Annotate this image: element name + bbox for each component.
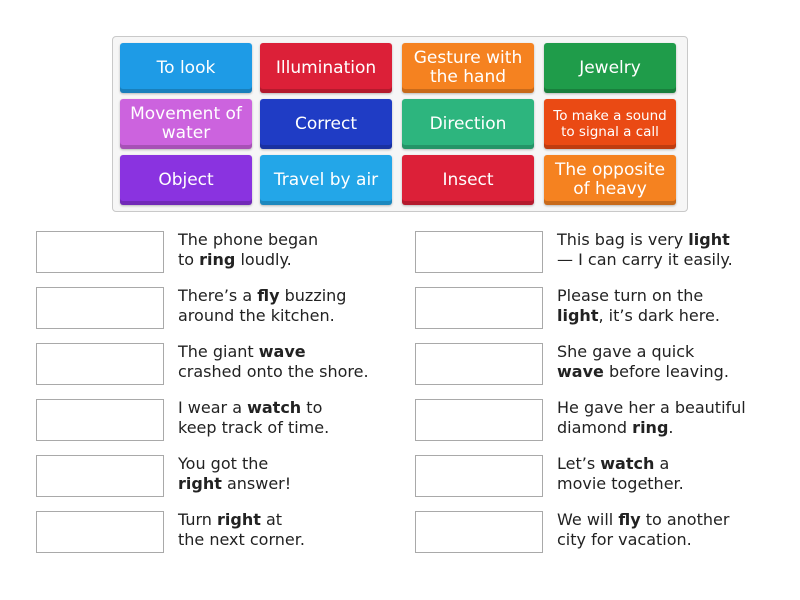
tile-label: Insect [442, 169, 494, 190]
answer-tile[interactable] [260, 155, 392, 205]
tile-label: To look [156, 57, 216, 78]
drop-slot[interactable] [415, 399, 543, 441]
answer-tile-panel [112, 36, 688, 212]
answer-tile[interactable] [544, 99, 676, 149]
sentence-text: He gave her a beautiful diamond ring. [557, 398, 746, 437]
answer-tile[interactable] [544, 155, 676, 205]
tile-label: Illumination [275, 57, 377, 78]
drop-slot[interactable] [415, 455, 543, 497]
sentence-text: Please turn on the light, it’s dark here. [557, 286, 720, 325]
tile-label: Travel by air [273, 169, 379, 190]
tile-label: Object [158, 169, 214, 190]
drop-slot[interactable] [36, 231, 164, 273]
answer-tile[interactable] [260, 99, 392, 149]
drop-slot[interactable] [415, 231, 543, 273]
tile-label: Correct [294, 113, 358, 134]
answer-tile[interactable] [402, 155, 534, 205]
tile-label: To make a sound to signal a call [553, 108, 667, 140]
tile-label: Jewelry [579, 57, 641, 78]
sentence-text: You got the right answer! [178, 454, 292, 493]
tile-label: Gesture with the hand [413, 48, 523, 87]
drop-slot[interactable] [36, 343, 164, 385]
drop-slot[interactable] [415, 511, 543, 553]
sentence-text: I wear a watch to keep track of time. [178, 398, 330, 437]
drop-slot[interactable] [36, 511, 164, 553]
drop-slot[interactable] [415, 343, 543, 385]
answer-tile[interactable] [120, 155, 252, 205]
sentence-text: Let’s watch a movie together. [557, 454, 684, 493]
drop-slot[interactable] [36, 399, 164, 441]
sentence-text: We will fly to another city for vacation. [557, 510, 730, 549]
sentence-text: She gave a quick wave before leaving. [557, 342, 729, 381]
drop-slot[interactable] [36, 455, 164, 497]
answer-tile[interactable] [120, 43, 252, 93]
sentence-text: Turn right at the next corner. [178, 510, 305, 549]
sentence-text: This bag is very light — I can carry it easily. [557, 230, 733, 269]
sentence-text: The giant wave crashed onto the shore. [178, 342, 369, 381]
drop-slot[interactable] [415, 287, 543, 329]
answer-tile[interactable] [402, 99, 534, 149]
sentence-text: The phone began to ring loudly. [178, 230, 319, 269]
tile-label: Direction [429, 113, 507, 134]
drop-slot[interactable] [36, 287, 164, 329]
sentence-text: There’s a fly buzzing around the kitchen. [178, 286, 347, 325]
tile-label: Movement of water [130, 104, 242, 143]
answer-tile[interactable] [402, 43, 534, 93]
answer-tile[interactable] [260, 43, 392, 93]
answer-tile[interactable] [544, 43, 676, 93]
tile-label: The opposite of heavy [554, 160, 666, 199]
answer-tile[interactable] [120, 99, 252, 149]
